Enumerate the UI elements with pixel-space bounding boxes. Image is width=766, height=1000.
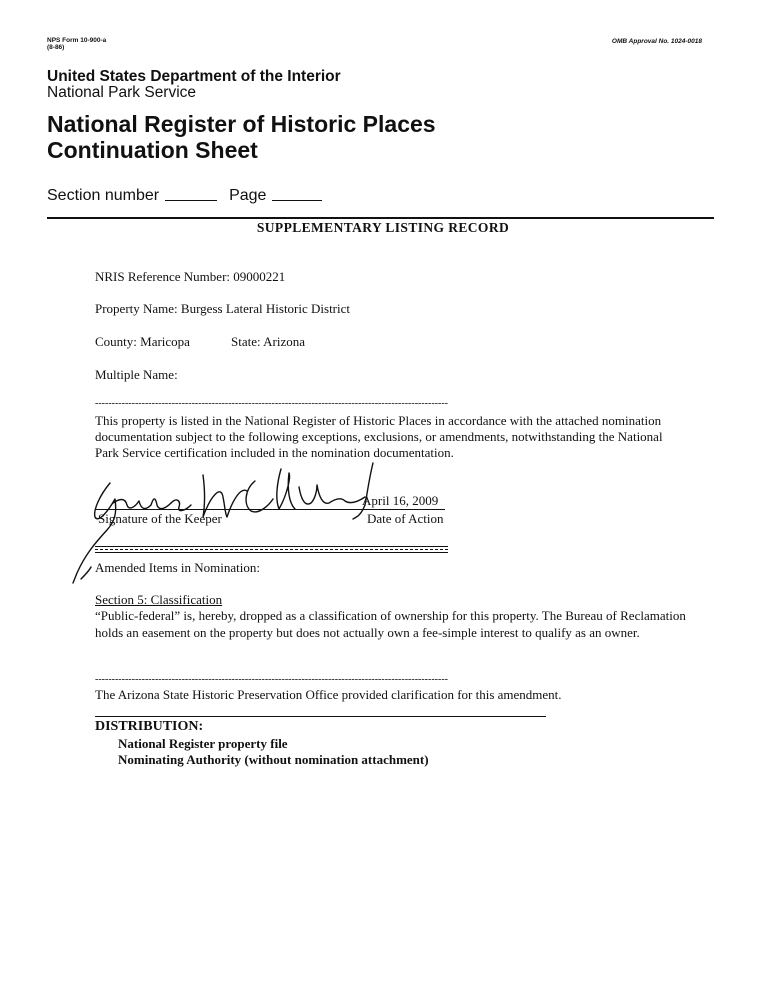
record-heading: SUPPLEMENTARY LISTING RECORD	[256, 220, 510, 235]
agency-heading: National Park Service	[47, 84, 197, 101]
distribution-item: National Register property file	[118, 736, 288, 751]
omb-approval: OMB Approval No. 1024-0018	[611, 38, 702, 45]
date-of-action-label: Date of Action	[367, 511, 444, 526]
section-number-blank	[165, 199, 217, 201]
department-heading: United States Department of the Interior	[47, 68, 341, 85]
form-date: (8-86)	[47, 44, 65, 51]
dashed-separator: ----------------------------------------------------------------------------------------------------------	[95, 674, 448, 685]
county: County: Maricopa	[95, 334, 190, 349]
double-rule	[95, 549, 448, 550]
header-rule	[47, 217, 714, 219]
form-id	[47, 37, 106, 51]
distribution-rule	[95, 716, 546, 717]
section5-text: “Public-federal” is, hereby, dropped as a classification of ownership for this property. The Bureau of Reclamation holds an easement on the property but does not actually own a fee-simple interest to qualify as an owner.	[95, 608, 686, 640]
distribution-heading: DISTRIBUTION:	[95, 719, 204, 734]
page-blank	[272, 199, 322, 201]
multiple-name: Multiple Name:	[95, 367, 178, 382]
state: State: Arizona	[231, 334, 306, 349]
section-number-label: Section number	[47, 187, 160, 204]
clarification-note: The Arizona State Historic Preservation Office provided clarification for this amendment.	[95, 687, 562, 702]
section5-heading: Section 5: Classification	[95, 592, 223, 607]
page-label: Page	[229, 187, 267, 204]
amended-heading: Amended Items in Nomination:	[95, 560, 261, 575]
distribution-item: Nominating Authority (without nomination attachment)	[118, 752, 429, 767]
nris-reference: NRIS Reference Number: 09000221	[95, 269, 286, 284]
date-of-action-value: April 16, 2009	[362, 493, 439, 508]
double-rule	[95, 552, 448, 553]
page-subtitle: Continuation Sheet	[47, 137, 258, 163]
signature-rule	[95, 509, 445, 510]
listing-statement: This property is listed in the National Register of Historic Places in accordance with the attached nomination documentation subject to the following exceptions, exclusions, or amendments, notwithstanding the National Park Service certification included in the nomination documentation.	[95, 413, 663, 460]
dashed-separator: ----------------------------------------------------------------------------------------------------------	[95, 398, 448, 409]
page-title: National Register of Historic Places	[47, 111, 436, 137]
form-number: NPS Form 10-900-a	[47, 37, 107, 44]
property-name: Property Name: Burgess Lateral Historic District	[95, 301, 351, 316]
section-page-row	[47, 187, 328, 205]
double-rule	[95, 546, 448, 547]
signature-label: Signature of the Keeper	[98, 511, 222, 526]
